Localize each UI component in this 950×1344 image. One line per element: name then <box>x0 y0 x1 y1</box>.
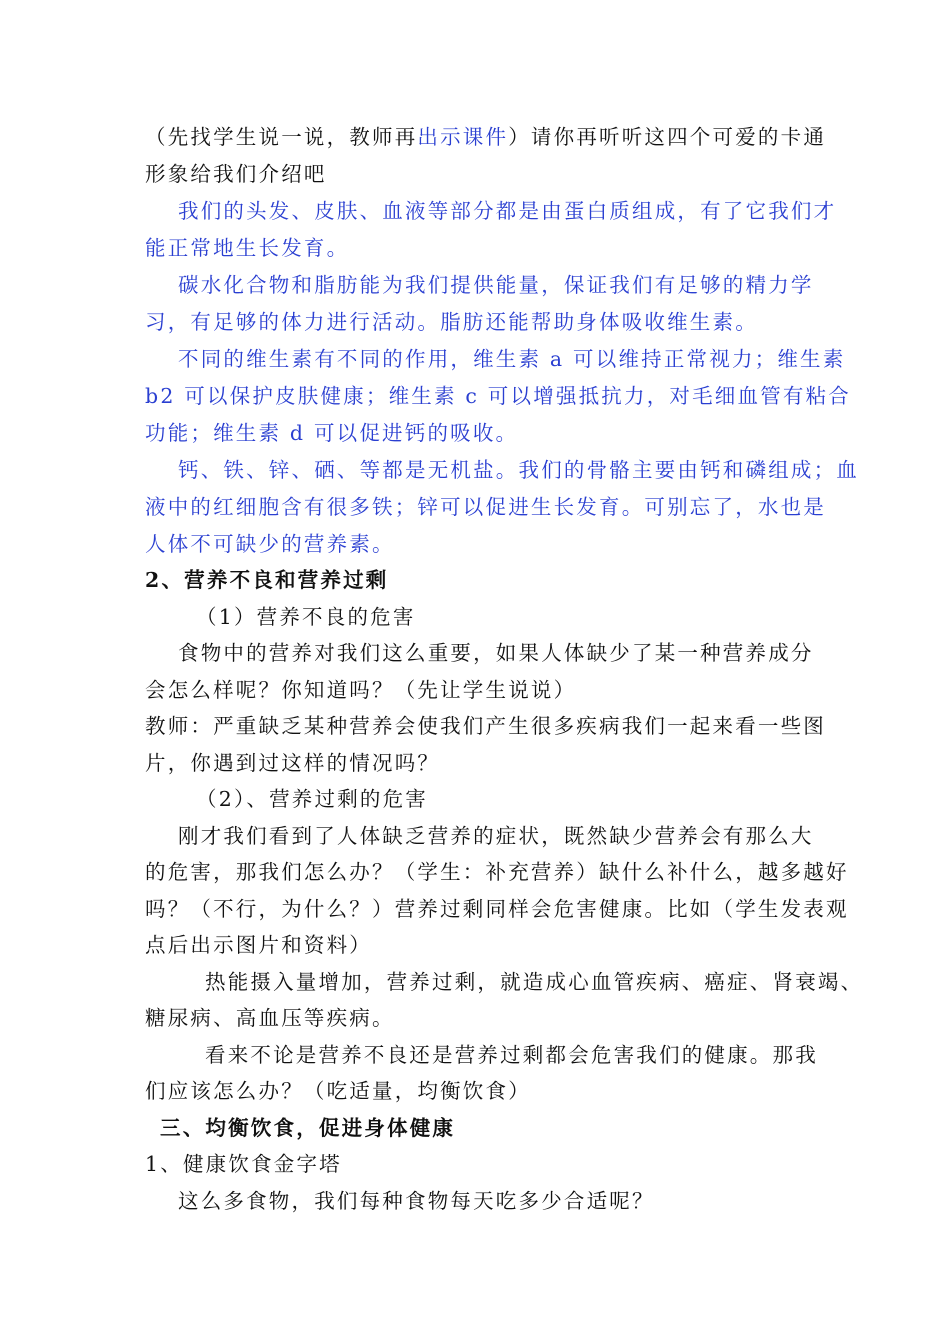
paragraph-line: 食物中的营养对我们这么重要，如果人体缺少了某一种营养成分 <box>178 641 814 665</box>
paragraph-line: 液中的红细胞含有很多铁；锌可以促进生长发育。可别忘了，水也是 <box>145 495 826 519</box>
text-segment: （先找学生说一说，教师再 <box>145 125 418 149</box>
paragraph-line: 会怎么样呢？你知道吗？（先让学生说说） <box>145 678 577 702</box>
paragraph-line: 们应该怎么办？（吃适量，均衡饮食） <box>145 1079 531 1103</box>
paragraph-line: 碳水化合物和脂肪能为我们提供能量，保证我们有足够的精力学 <box>178 273 814 297</box>
paragraph-line: 热能摄入量增加，营养过剩，就造成心血管疾病、癌症、肾衰竭、 <box>205 970 864 994</box>
paragraph-line: 吗？（不行，为什么？）营养过剩同样会危害健康。比如（学生发表观 <box>145 897 849 921</box>
paragraph-line: 能正常地生长发育。 <box>145 236 350 260</box>
subsection-heading: （1）营养不良的危害 <box>196 605 416 629</box>
paragraph-line: 形象给我们介绍吧 <box>145 162 327 186</box>
paragraph-line: 不同的维生素有不同的作用，维生素 a 可以维持正常视力；维生素 <box>178 347 846 371</box>
courseware-link-text: 出示课件 <box>417 125 509 149</box>
paragraph-line: 刚才我们看到了人体缺乏营养的症状，既然缺少营养会有那么大 <box>178 824 814 848</box>
paragraph-line: 钙、铁、锌、硒、等都是无机盐。我们的骨骼主要由钙和磷组成；血 <box>178 458 859 482</box>
paragraph-line: 的危害，那我们怎么办？（学生：补充营养）缺什么补什么，越多越好 <box>145 860 849 884</box>
paragraph-line: 功能；维生素 d 可以促进钙的吸收。 <box>145 421 519 445</box>
section-heading: 三、均衡饮食，促进身体健康 <box>160 1116 456 1140</box>
subsection-heading: 1、健康饮食金字塔 <box>145 1152 342 1176</box>
paragraph-line: 习，有足够的体力进行活动。脂肪还能帮助身体吸收维生素。 <box>145 310 758 334</box>
paragraph-line: 看来不论是营养不良还是营养过剩都会危害我们的健康。那我 <box>205 1043 818 1067</box>
paragraph-line: b2 可以保护皮肤健康；维生素 c 可以增强抵抗力，对毛细血管有粘合 <box>145 384 851 408</box>
text-segment: ）请你再听听这四个可爱的卡通 <box>508 125 827 149</box>
paragraph-line: 点后出示图片和资料） <box>145 933 372 957</box>
subsection-heading: （2）、营养过剩的危害 <box>196 787 428 811</box>
paragraph-line: 糖尿病、高血压等疾病。 <box>145 1006 395 1030</box>
paragraph-line: 片，你遇到过这样的情况吗？ <box>145 751 441 775</box>
section-heading: 2、营养不良和营养过剩 <box>145 568 389 592</box>
paragraph-line <box>145 124 826 150</box>
paragraph-line: 人体不可缺少的营养素。 <box>145 532 395 556</box>
paragraph-line: 我们的头发、皮肤、血液等部分都是由蛋白质组成，有了它我们才 <box>178 199 837 223</box>
paragraph-line: 教师：严重缺乏某种营养会使我们产生很多疾病我们一起来看一些图 <box>145 714 826 738</box>
paragraph-line: 这么多食物，我们每种食物每天吃多少合适呢？ <box>178 1189 655 1213</box>
